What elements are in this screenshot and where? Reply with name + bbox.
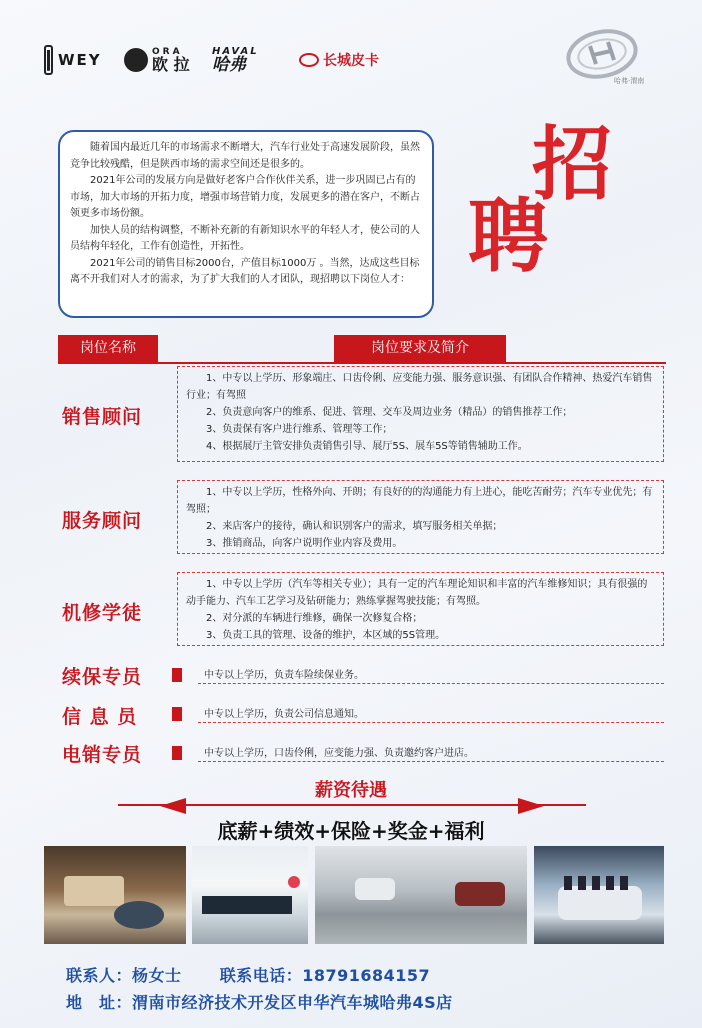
job-bar: [172, 746, 182, 760]
heading-zhao: 招: [532, 117, 612, 211]
contact-phone[interactable]: 18791684157: [302, 966, 431, 985]
job-bar: [172, 707, 182, 721]
lounge-photo: [192, 846, 308, 944]
contact-person: 杨女士: [132, 966, 182, 985]
emblem-caption: 哈弗·渭南: [614, 77, 645, 85]
contact-line: 联系人：杨女士 联系电话：18791684157: [66, 966, 431, 985]
job-title-telesales: 电销专员: [62, 744, 143, 766]
ora-logo: ORA 欧 拉: [124, 40, 190, 80]
col-header-position: 岗位名称: [58, 335, 158, 362]
salary-title: 薪资待遇: [315, 780, 387, 801]
job-desc-info: 中专以上学历，负责公司信息通知。: [198, 706, 664, 723]
intro-paragraph: 2021年公司的销售目标2000台，产值目标1000万 。当然，达成这些目标离不开我们对人才的需求，为了扩大我们的人才团队，现招聘以下岗位人才：: [70, 257, 420, 285]
intro-paragraph: 2021年公司的发展方向是做好老客户合作伙伴关系，进一步巩固已占有的市场，加大市场的开拓力度，增强市场营销力度，发展更多的潜在客户，不断占领更多市场份额。: [70, 175, 420, 219]
wey-icon: [44, 45, 53, 75]
job-title-mechanic: 机修学徒: [62, 602, 143, 624]
great-wall-icon: [299, 53, 319, 67]
header-rule: [58, 362, 666, 364]
showroom-photo: [44, 846, 186, 944]
job-bar: [172, 668, 182, 682]
ora-icon: [124, 48, 148, 72]
job-title-renewal: 续保专员: [62, 666, 143, 688]
left-arrow-icon: [160, 796, 186, 816]
address-line: 地 址：渭南市经济技术开发区申华汽车城哈弗4S店: [66, 993, 453, 1012]
salary-rule: [118, 804, 586, 806]
job-title-info: 信 息 员: [62, 706, 138, 728]
job-desc-renewal: 中专以上学历，负责车险续保业务。: [198, 667, 664, 684]
haval-logo: HAVAL 哈弗: [212, 45, 259, 75]
job-title-service: 服务顾问: [62, 510, 143, 532]
heading-pin: 聘: [468, 189, 548, 283]
contact-address: 渭南市经济技术开发区申华汽车城哈弗4S店: [132, 993, 453, 1012]
brand-bar: [44, 40, 404, 80]
intro-box: [58, 130, 434, 318]
wey-logo: WEY: [44, 40, 102, 80]
team-photo: [534, 846, 664, 944]
workshop-photo: [315, 846, 527, 944]
intro-paragraph: 随着国内最近几年的市场需求不断增大，汽车行业处于高速发展阶段，虽然竞争比较残酷，但是陕西市场的需求空间还是很多的。: [70, 142, 420, 170]
gw-pickup-logo: 长城皮卡: [299, 40, 379, 80]
job-title-sales: 销售顾问: [62, 406, 143, 428]
intro-paragraph: 加快人员的结构调整，不断补充新的有新知识水平的年轻人才，使公司的人员结构年轻化，工作有创造性，开拓性。: [70, 224, 420, 252]
right-arrow-icon: [518, 796, 544, 816]
job-desc-sales: 1、中专以上学历、形象端庄、口齿伶俐、应变能力强、服务意识强、有团队合作精神、热爱汽车销售行业；有驾照 2、负责意向客户的维系、促进、管理、交车及周边业务（精品）的销售推荐工作； 3、负责保有客户进行维系、管理等工作； 4、根据展厅主管安排负责销售引导、展厅5S、展车5S等销售辅助工作。: [177, 366, 664, 462]
col-header-requirements: 岗位要求及简介: [334, 335, 506, 362]
job-desc-mechanic: 1、中专以上学历（汽车等相关专业）；具有一定的汽车理论知识和丰富的汽车维修知识；具有很强的动手能力、汽车工艺学习及钻研能力；熟练掌握驾驶技能；有驾照。 2、对分派的车辆进行维修，确保一次修复合格； 3、负责工具的管理、设备的维护，本区域的5S管理。: [177, 572, 664, 646]
salary-body: 底薪+绩效+保险+奖金+福利: [217, 819, 485, 843]
job-desc-telesales: 中专以上学历，口齿伶俐，应变能力强、负责邀约客户进店。: [198, 745, 664, 762]
job-desc-service: 1、中专以上学历，性格外向、开朗；有良好的的沟通能力有上进心，能吃苦耐劳；汽车专业优先；有驾照； 2、来店客户的接待，确认和识别客户的需求，填写服务相关单据； 3、推销商品，向客户说明作业内容及费用。: [177, 480, 664, 554]
